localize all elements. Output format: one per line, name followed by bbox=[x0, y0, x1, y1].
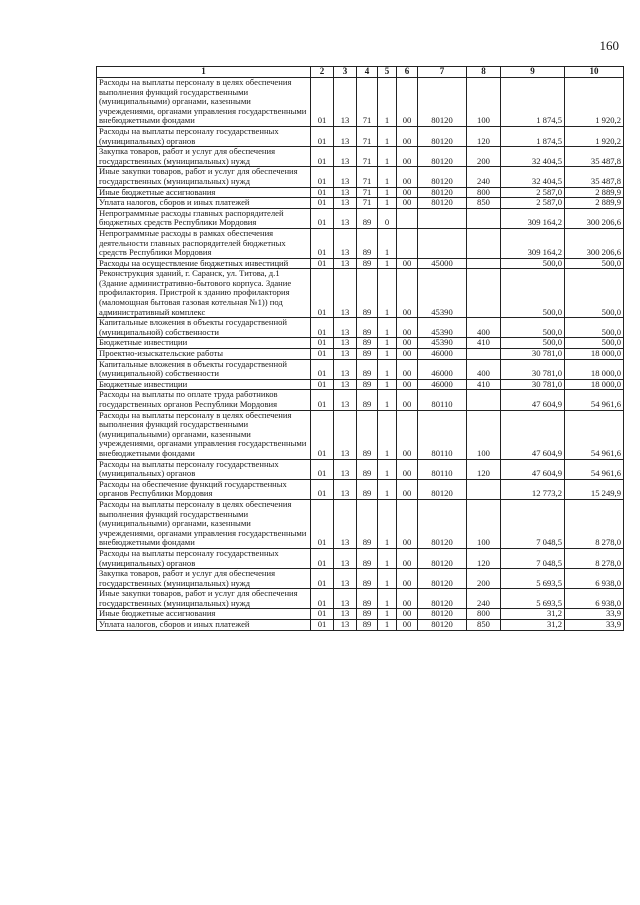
row-cell-c4: 71 bbox=[357, 198, 378, 209]
row-cell-c9: 47 604,9 bbox=[501, 410, 565, 459]
row-cell-c7: 80120 bbox=[418, 187, 467, 198]
row-cell-c10: 300 206,6 bbox=[565, 228, 624, 258]
row-cell-c8 bbox=[467, 258, 501, 269]
row-cell-c9: 30 781,0 bbox=[501, 349, 565, 360]
table-row bbox=[97, 379, 624, 390]
row-cell-c3: 13 bbox=[334, 589, 357, 609]
row-cell-c6: 00 bbox=[397, 620, 418, 631]
row-cell-c6: 00 bbox=[397, 126, 418, 146]
row-cell-c4: 89 bbox=[357, 228, 378, 258]
page-number: 160 bbox=[599, 38, 619, 53]
row-cell-c9: 7 048,5 bbox=[501, 499, 565, 548]
row-cell-c4: 71 bbox=[357, 167, 378, 187]
row-cell-c9: 5 693,5 bbox=[501, 569, 565, 589]
row-cell-c4: 89 bbox=[357, 609, 378, 620]
row-cell-c5: 1 bbox=[378, 167, 397, 187]
row-cell-c8: 100 bbox=[467, 78, 501, 127]
header-cell: 9 bbox=[501, 67, 565, 78]
row-cell-c10: 500,0 bbox=[565, 258, 624, 269]
row-name: Реконструкция зданий, г. Саранск, ул. Титова, д.1 (Здание административно-бытового корпуса. Здание профилактория. Пристрой к зданию профилактория (маломощная бытовая газовая котельная №1)) под административный комплекс bbox=[97, 269, 311, 318]
row-cell-c6: 00 bbox=[397, 359, 418, 379]
table-row bbox=[97, 479, 624, 499]
row-name: Закупка товаров, работ и услуг для обеспечения государственных (муниципальных) нужд bbox=[97, 147, 311, 167]
row-cell-c5: 1 bbox=[378, 569, 397, 589]
row-name: Капитальные вложения в объекты государственной (муниципальной) собственности bbox=[97, 359, 311, 379]
row-cell-c7: 45000 bbox=[418, 258, 467, 269]
row-cell-c4: 89 bbox=[357, 569, 378, 589]
row-cell-c4: 71 bbox=[357, 187, 378, 198]
row-cell-c3: 13 bbox=[334, 338, 357, 349]
row-cell-c8: 400 bbox=[467, 359, 501, 379]
row-cell-c6 bbox=[397, 208, 418, 228]
row-cell-c7 bbox=[418, 208, 467, 228]
row-cell-c3: 13 bbox=[334, 167, 357, 187]
row-cell-c8 bbox=[467, 228, 501, 258]
row-cell-c3: 13 bbox=[334, 390, 357, 410]
row-cell-c3: 13 bbox=[334, 548, 357, 568]
row-cell-c9: 309 164,2 bbox=[501, 208, 565, 228]
row-cell-c2: 01 bbox=[311, 167, 334, 187]
row-cell-c3: 13 bbox=[334, 609, 357, 620]
row-cell-c5: 0 bbox=[378, 208, 397, 228]
row-cell-c2: 01 bbox=[311, 228, 334, 258]
row-cell-c6: 00 bbox=[397, 479, 418, 499]
row-cell-c8: 410 bbox=[467, 338, 501, 349]
row-cell-c7: 80120 bbox=[418, 569, 467, 589]
table-row bbox=[97, 318, 624, 338]
row-cell-c7: 45390 bbox=[418, 269, 467, 318]
row-cell-c7: 45390 bbox=[418, 318, 467, 338]
table-row bbox=[97, 620, 624, 631]
row-cell-c4: 71 bbox=[357, 126, 378, 146]
row-cell-c8 bbox=[467, 390, 501, 410]
row-name: Расходы на выплаты персоналу государственных (муниципальных) органов bbox=[97, 548, 311, 568]
row-cell-c2: 01 bbox=[311, 410, 334, 459]
row-cell-c7: 80120 bbox=[418, 78, 467, 127]
row-cell-c10: 33,9 bbox=[565, 609, 624, 620]
header-cell: 8 bbox=[467, 67, 501, 78]
row-cell-c5: 1 bbox=[378, 198, 397, 209]
row-cell-c3: 13 bbox=[334, 459, 357, 479]
row-cell-c9: 2 587,0 bbox=[501, 187, 565, 198]
row-cell-c10: 18 000,0 bbox=[565, 359, 624, 379]
row-cell-c7: 46000 bbox=[418, 349, 467, 360]
row-cell-c10: 2 889,9 bbox=[565, 198, 624, 209]
row-cell-c4: 89 bbox=[357, 269, 378, 318]
row-cell-c5: 1 bbox=[378, 609, 397, 620]
row-cell-c7: 80110 bbox=[418, 459, 467, 479]
row-cell-c4: 89 bbox=[357, 349, 378, 360]
row-cell-c3: 13 bbox=[334, 147, 357, 167]
table-row bbox=[97, 609, 624, 620]
row-cell-c5: 1 bbox=[378, 459, 397, 479]
row-cell-c9: 1 874,5 bbox=[501, 126, 565, 146]
row-cell-c3: 13 bbox=[334, 269, 357, 318]
row-name: Бюджетные инвестиции bbox=[97, 379, 311, 390]
row-cell-c9: 47 604,9 bbox=[501, 390, 565, 410]
row-cell-c10: 33,9 bbox=[565, 620, 624, 631]
header-cell: 7 bbox=[418, 67, 467, 78]
row-cell-c5: 1 bbox=[378, 548, 397, 568]
row-cell-c9: 309 164,2 bbox=[501, 228, 565, 258]
table-row bbox=[97, 338, 624, 349]
row-cell-c7: 80120 bbox=[418, 620, 467, 631]
header-cell: 10 bbox=[565, 67, 624, 78]
row-cell-c8: 200 bbox=[467, 569, 501, 589]
row-cell-c10: 8 278,0 bbox=[565, 548, 624, 568]
row-cell-c4: 89 bbox=[357, 499, 378, 548]
row-cell-c9: 500,0 bbox=[501, 269, 565, 318]
row-cell-c4: 89 bbox=[357, 318, 378, 338]
row-cell-c2: 01 bbox=[311, 569, 334, 589]
row-cell-c10: 15 249,9 bbox=[565, 479, 624, 499]
row-cell-c7: 80110 bbox=[418, 390, 467, 410]
header-cell: 5 bbox=[378, 67, 397, 78]
row-cell-c2: 01 bbox=[311, 187, 334, 198]
row-cell-c5: 1 bbox=[378, 187, 397, 198]
row-cell-c4: 89 bbox=[357, 459, 378, 479]
header-cell: 4 bbox=[357, 67, 378, 78]
row-cell-c5: 1 bbox=[378, 78, 397, 127]
row-cell-c3: 13 bbox=[334, 78, 357, 127]
table-row bbox=[97, 208, 624, 228]
row-cell-c5: 1 bbox=[378, 479, 397, 499]
row-cell-c8: 100 bbox=[467, 499, 501, 548]
row-cell-c2: 01 bbox=[311, 269, 334, 318]
row-name: Проектно-изыскательские работы bbox=[97, 349, 311, 360]
row-cell-c5: 1 bbox=[378, 228, 397, 258]
row-cell-c8 bbox=[467, 349, 501, 360]
row-cell-c10: 54 961,6 bbox=[565, 390, 624, 410]
row-name: Бюджетные инвестиции bbox=[97, 338, 311, 349]
row-name: Уплата налогов, сборов и иных платежей bbox=[97, 198, 311, 209]
row-name: Закупка товаров, работ и услуг для обеспечения государственных (муниципальных) нужд bbox=[97, 569, 311, 589]
row-name: Расходы на выплаты персоналу государственных (муниципальных) органов bbox=[97, 126, 311, 146]
row-cell-c9: 2 587,0 bbox=[501, 198, 565, 209]
row-cell-c6: 00 bbox=[397, 390, 418, 410]
row-cell-c8: 850 bbox=[467, 198, 501, 209]
row-cell-c3: 13 bbox=[334, 208, 357, 228]
row-name: Расходы на выплаты персоналу в целях обеспечения выполнения функций государственными (муниципальными) органами, казенными учреждениями, органами управления государственными внебюджетными фондами bbox=[97, 410, 311, 459]
row-cell-c4: 89 bbox=[357, 410, 378, 459]
row-cell-c9: 500,0 bbox=[501, 258, 565, 269]
row-cell-c5: 1 bbox=[378, 338, 397, 349]
row-cell-c7: 80120 bbox=[418, 126, 467, 146]
row-cell-c7 bbox=[418, 228, 467, 258]
table-row bbox=[97, 589, 624, 609]
row-cell-c5: 1 bbox=[378, 390, 397, 410]
row-cell-c6: 00 bbox=[397, 459, 418, 479]
table-row bbox=[97, 359, 624, 379]
row-cell-c2: 01 bbox=[311, 479, 334, 499]
row-cell-c10: 54 961,6 bbox=[565, 410, 624, 459]
header-cell: 1 bbox=[97, 67, 311, 78]
table-row bbox=[97, 410, 624, 459]
row-cell-c7: 80120 bbox=[418, 147, 467, 167]
row-cell-c5: 1 bbox=[378, 258, 397, 269]
row-cell-c9: 47 604,9 bbox=[501, 459, 565, 479]
row-cell-c9: 32 404,5 bbox=[501, 167, 565, 187]
row-cell-c6: 00 bbox=[397, 78, 418, 127]
row-cell-c5: 1 bbox=[378, 589, 397, 609]
row-cell-c6: 00 bbox=[397, 147, 418, 167]
row-cell-c5: 1 bbox=[378, 499, 397, 548]
row-cell-c2: 01 bbox=[311, 390, 334, 410]
row-cell-c8: 240 bbox=[467, 167, 501, 187]
budget-table bbox=[96, 66, 624, 631]
row-cell-c9: 31,2 bbox=[501, 609, 565, 620]
row-cell-c2: 01 bbox=[311, 318, 334, 338]
row-name: Непрограммные расходы в рамках обеспечения деятельности главных распорядителей бюджетных средств Республики Мордовия bbox=[97, 228, 311, 258]
row-cell-c2: 01 bbox=[311, 147, 334, 167]
row-cell-c9: 32 404,5 bbox=[501, 147, 565, 167]
row-name: Расходы на обеспечение функций государственных органов Республики Мордовия bbox=[97, 479, 311, 499]
row-cell-c9: 7 048,5 bbox=[501, 548, 565, 568]
row-cell-c6: 00 bbox=[397, 589, 418, 609]
row-cell-c3: 13 bbox=[334, 318, 357, 338]
row-name: Расходы на выплаты по оплате труда работников государственных органов Республики Мордовия bbox=[97, 390, 311, 410]
row-cell-c4: 71 bbox=[357, 78, 378, 127]
table-row bbox=[97, 198, 624, 209]
header-row bbox=[97, 67, 624, 78]
row-cell-c9: 500,0 bbox=[501, 338, 565, 349]
header-cell: 2 bbox=[311, 67, 334, 78]
row-name: Иные закупки товаров, работ и услуг для обеспечения государственных (муниципальных) нужд bbox=[97, 589, 311, 609]
row-cell-c6: 00 bbox=[397, 410, 418, 459]
row-cell-c10: 300 206,6 bbox=[565, 208, 624, 228]
row-cell-c6: 00 bbox=[397, 318, 418, 338]
row-cell-c4: 89 bbox=[357, 390, 378, 410]
row-cell-c6: 00 bbox=[397, 187, 418, 198]
row-cell-c7: 80120 bbox=[418, 609, 467, 620]
row-cell-c6: 00 bbox=[397, 349, 418, 360]
row-cell-c3: 13 bbox=[334, 479, 357, 499]
row-cell-c3: 13 bbox=[334, 620, 357, 631]
row-cell-c6: 00 bbox=[397, 167, 418, 187]
row-cell-c4: 89 bbox=[357, 479, 378, 499]
row-cell-c2: 01 bbox=[311, 258, 334, 269]
row-cell-c4: 89 bbox=[357, 589, 378, 609]
row-cell-c9: 12 773,2 bbox=[501, 479, 565, 499]
row-cell-c7: 80120 bbox=[418, 548, 467, 568]
header-cell: 6 bbox=[397, 67, 418, 78]
row-cell-c3: 13 bbox=[334, 349, 357, 360]
row-cell-c10: 18 000,0 bbox=[565, 349, 624, 360]
row-cell-c6: 00 bbox=[397, 499, 418, 548]
table-row bbox=[97, 459, 624, 479]
table-row bbox=[97, 258, 624, 269]
row-cell-c7: 46000 bbox=[418, 359, 467, 379]
row-cell-c2: 01 bbox=[311, 609, 334, 620]
row-cell-c4: 71 bbox=[357, 147, 378, 167]
row-cell-c10: 500,0 bbox=[565, 338, 624, 349]
row-cell-c10: 2 889,9 bbox=[565, 187, 624, 198]
row-cell-c2: 01 bbox=[311, 208, 334, 228]
row-cell-c2: 01 bbox=[311, 620, 334, 631]
table-row bbox=[97, 390, 624, 410]
row-cell-c9: 500,0 bbox=[501, 318, 565, 338]
row-cell-c6: 00 bbox=[397, 548, 418, 568]
row-cell-c8: 120 bbox=[467, 459, 501, 479]
row-cell-c8: 410 bbox=[467, 379, 501, 390]
row-cell-c7: 80120 bbox=[418, 479, 467, 499]
table-row bbox=[97, 147, 624, 167]
row-name: Непрограммные расходы главных распорядителей бюджетных средств Республики Мордовия bbox=[97, 208, 311, 228]
row-cell-c8: 120 bbox=[467, 126, 501, 146]
row-cell-c7: 46000 bbox=[418, 379, 467, 390]
row-cell-c5: 1 bbox=[378, 269, 397, 318]
table-row bbox=[97, 126, 624, 146]
row-cell-c7: 45390 bbox=[418, 338, 467, 349]
header-cell: 3 bbox=[334, 67, 357, 78]
table-row bbox=[97, 187, 624, 198]
row-cell-c5: 1 bbox=[378, 379, 397, 390]
row-cell-c5: 1 bbox=[378, 147, 397, 167]
row-cell-c3: 13 bbox=[334, 410, 357, 459]
row-name: Иные бюджетные ассигнования bbox=[97, 187, 311, 198]
row-cell-c9: 30 781,0 bbox=[501, 379, 565, 390]
row-cell-c3: 13 bbox=[334, 258, 357, 269]
row-cell-c6: 00 bbox=[397, 198, 418, 209]
row-cell-c9: 31,2 bbox=[501, 620, 565, 631]
table-row bbox=[97, 78, 624, 127]
row-cell-c9: 1 874,5 bbox=[501, 78, 565, 127]
row-cell-c8: 400 bbox=[467, 318, 501, 338]
row-cell-c10: 500,0 bbox=[565, 269, 624, 318]
table-row bbox=[97, 269, 624, 318]
row-name: Иные бюджетные ассигнования bbox=[97, 609, 311, 620]
table-row bbox=[97, 349, 624, 360]
row-cell-c5: 1 bbox=[378, 359, 397, 379]
row-cell-c8: 800 bbox=[467, 609, 501, 620]
row-cell-c8 bbox=[467, 208, 501, 228]
row-cell-c2: 01 bbox=[311, 499, 334, 548]
row-cell-c8: 800 bbox=[467, 187, 501, 198]
row-cell-c6: 00 bbox=[397, 258, 418, 269]
row-cell-c10: 6 938,0 bbox=[565, 569, 624, 589]
table-row bbox=[97, 167, 624, 187]
row-cell-c4: 89 bbox=[357, 258, 378, 269]
row-cell-c6: 00 bbox=[397, 338, 418, 349]
row-cell-c10: 1 920,2 bbox=[565, 126, 624, 146]
row-cell-c3: 13 bbox=[334, 499, 357, 548]
row-cell-c8: 120 bbox=[467, 548, 501, 568]
row-cell-c7: 80120 bbox=[418, 589, 467, 609]
row-cell-c9: 5 693,5 bbox=[501, 589, 565, 609]
row-cell-c6 bbox=[397, 228, 418, 258]
row-name: Расходы на выплаты персоналу в целях обеспечения выполнения функций государственными (муниципальными) органами, казенными учреждениями, органами управления государственными внебюджетными фондами bbox=[97, 499, 311, 548]
row-name: Расходы на выплаты персоналу в целях обеспечения выполнения функций государственными (муниципальными) органами, казенными учреждениями, органами управления государственными внебюджетными фондами bbox=[97, 78, 311, 127]
row-cell-c2: 01 bbox=[311, 126, 334, 146]
row-cell-c4: 89 bbox=[357, 359, 378, 379]
row-cell-c5: 1 bbox=[378, 410, 397, 459]
row-cell-c8 bbox=[467, 269, 501, 318]
row-cell-c8 bbox=[467, 479, 501, 499]
row-cell-c4: 89 bbox=[357, 208, 378, 228]
row-cell-c8: 850 bbox=[467, 620, 501, 631]
row-cell-c4: 89 bbox=[357, 548, 378, 568]
row-cell-c8: 240 bbox=[467, 589, 501, 609]
row-cell-c5: 1 bbox=[378, 318, 397, 338]
row-cell-c8: 200 bbox=[467, 147, 501, 167]
row-cell-c5: 1 bbox=[378, 620, 397, 631]
row-cell-c3: 13 bbox=[334, 359, 357, 379]
row-cell-c7: 80120 bbox=[418, 198, 467, 209]
row-cell-c2: 01 bbox=[311, 459, 334, 479]
row-cell-c3: 13 bbox=[334, 187, 357, 198]
row-cell-c3: 13 bbox=[334, 379, 357, 390]
row-cell-c6: 00 bbox=[397, 379, 418, 390]
row-cell-c4: 89 bbox=[357, 620, 378, 631]
row-cell-c10: 18 000,0 bbox=[565, 379, 624, 390]
row-cell-c8: 100 bbox=[467, 410, 501, 459]
row-cell-c2: 01 bbox=[311, 359, 334, 379]
row-cell-c3: 13 bbox=[334, 126, 357, 146]
row-cell-c2: 01 bbox=[311, 548, 334, 568]
row-cell-c6: 00 bbox=[397, 569, 418, 589]
row-cell-c5: 1 bbox=[378, 349, 397, 360]
row-cell-c5: 1 bbox=[378, 126, 397, 146]
row-cell-c9: 30 781,0 bbox=[501, 359, 565, 379]
row-cell-c7: 80120 bbox=[418, 167, 467, 187]
row-cell-c7: 80110 bbox=[418, 410, 467, 459]
row-cell-c4: 89 bbox=[357, 338, 378, 349]
row-cell-c2: 01 bbox=[311, 589, 334, 609]
row-name: Капитальные вложения в объекты государственной (муниципальной) собственности bbox=[97, 318, 311, 338]
row-cell-c10: 35 487,8 bbox=[565, 147, 624, 167]
row-cell-c2: 01 bbox=[311, 379, 334, 390]
row-cell-c2: 01 bbox=[311, 78, 334, 127]
row-name: Расходы на осуществление бюджетных инвестиций bbox=[97, 258, 311, 269]
row-cell-c3: 13 bbox=[334, 198, 357, 209]
row-cell-c10: 500,0 bbox=[565, 318, 624, 338]
row-cell-c10: 54 961,6 bbox=[565, 459, 624, 479]
row-name: Расходы на выплаты персоналу государственных (муниципальных) органов bbox=[97, 459, 311, 479]
row-cell-c10: 6 938,0 bbox=[565, 589, 624, 609]
row-cell-c10: 8 278,0 bbox=[565, 499, 624, 548]
row-cell-c3: 13 bbox=[334, 228, 357, 258]
table-row bbox=[97, 548, 624, 568]
row-cell-c10: 1 920,2 bbox=[565, 78, 624, 127]
row-name: Иные закупки товаров, работ и услуг для обеспечения государственных (муниципальных) нужд bbox=[97, 167, 311, 187]
row-cell-c3: 13 bbox=[334, 569, 357, 589]
row-cell-c10: 35 487,8 bbox=[565, 167, 624, 187]
row-cell-c7: 80120 bbox=[418, 499, 467, 548]
row-cell-c4: 89 bbox=[357, 379, 378, 390]
table-row bbox=[97, 228, 624, 258]
table-row bbox=[97, 569, 624, 589]
row-cell-c6: 00 bbox=[397, 269, 418, 318]
table-row bbox=[97, 499, 624, 548]
row-cell-c2: 01 bbox=[311, 349, 334, 360]
row-name: Уплата налогов, сборов и иных платежей bbox=[97, 620, 311, 631]
row-cell-c2: 01 bbox=[311, 198, 334, 209]
row-cell-c2: 01 bbox=[311, 338, 334, 349]
row-cell-c6: 00 bbox=[397, 609, 418, 620]
